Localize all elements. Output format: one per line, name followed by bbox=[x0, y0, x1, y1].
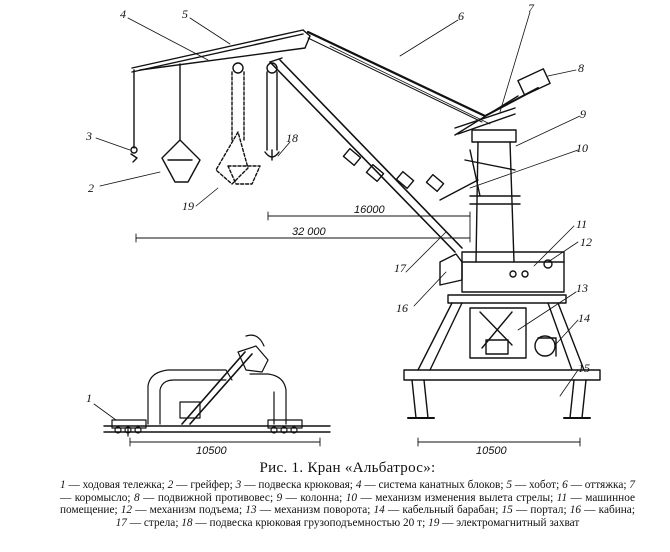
legend-entry-4 bbox=[356, 479, 501, 491]
legend-entry-8 bbox=[134, 492, 270, 504]
legend-entry-9 bbox=[277, 492, 340, 504]
callout-15: 15 bbox=[578, 361, 590, 375]
legend-number: 12 bbox=[120, 504, 133, 517]
callout-11: 11 bbox=[576, 217, 588, 231]
legend-entry-12 bbox=[121, 504, 239, 516]
legend-text: — оттяжка bbox=[567, 479, 624, 491]
legend-number: 11 bbox=[556, 491, 568, 504]
callout-4: 4 bbox=[120, 7, 126, 21]
legend-text: — хобот bbox=[511, 479, 557, 491]
legend-text: — портал bbox=[512, 504, 564, 517]
callout-6: 6 bbox=[458, 9, 464, 23]
stay bbox=[308, 32, 490, 124]
legend-text: — колонна bbox=[282, 491, 340, 504]
legend-entry-13 bbox=[245, 504, 367, 516]
dimension-labels bbox=[196, 204, 507, 457]
legend-number: 10 bbox=[345, 491, 358, 504]
hoist-gear bbox=[131, 63, 279, 184]
callout-10: 10 bbox=[576, 141, 588, 155]
legend-entry-19 bbox=[428, 517, 579, 529]
legend-text: — кабина bbox=[581, 504, 632, 517]
legend-number: 17 bbox=[115, 516, 127, 529]
column bbox=[440, 130, 520, 262]
legend-entry-16 bbox=[570, 504, 632, 516]
legend-entry-15 bbox=[502, 504, 564, 516]
callout-5: 5 bbox=[182, 7, 188, 21]
legend-number: 3 bbox=[235, 479, 242, 491]
legend-entry-17 bbox=[116, 517, 176, 529]
legend-number: 5 bbox=[506, 479, 512, 491]
callout-13: 13 bbox=[576, 281, 588, 295]
legend-entry-5 bbox=[506, 479, 556, 491]
legend-number: 14 bbox=[373, 504, 385, 517]
legend-number: 1 bbox=[60, 479, 66, 491]
callout-9: 9 bbox=[580, 107, 586, 121]
callout-18: 18 bbox=[286, 131, 298, 145]
legend-number: 18 bbox=[181, 516, 193, 529]
legend-text: — ходовая тележка bbox=[65, 479, 162, 491]
legend-text: — кабельный барабан bbox=[384, 504, 496, 517]
callout-2: 2 bbox=[88, 181, 94, 195]
legend-number: 7 bbox=[629, 479, 636, 491]
callout-19: 19 bbox=[182, 199, 194, 213]
legend-text: — механизм изменения вылета стрелы bbox=[357, 491, 551, 504]
legend-entry-3 bbox=[236, 479, 350, 491]
legend-number: 2 bbox=[167, 479, 174, 491]
legend-text: — подвеска крюковая грузоподъемностью 20 т bbox=[192, 516, 423, 529]
legend-number: 19 bbox=[428, 516, 440, 529]
callout-3: 3 bbox=[86, 129, 92, 143]
callout-14: 14 bbox=[578, 311, 590, 325]
legend-number: 8 bbox=[134, 491, 140, 504]
boom bbox=[270, 58, 462, 252]
callout-16: 16 bbox=[396, 301, 408, 315]
legend-entry-1 bbox=[60, 479, 162, 491]
side-view bbox=[104, 335, 330, 436]
legend-text: — коромысло bbox=[60, 491, 128, 504]
rocker bbox=[455, 69, 550, 135]
dim-outreach-max: 32 000 bbox=[292, 226, 326, 238]
legend-number: 13 bbox=[245, 504, 257, 517]
legend-text: — стрела bbox=[126, 516, 176, 529]
legend-text: — механизм подъема bbox=[132, 504, 239, 517]
legend-entry-2 bbox=[168, 479, 230, 491]
legend-number: 9 bbox=[276, 491, 283, 504]
machine-room bbox=[440, 252, 564, 292]
trunk bbox=[132, 30, 310, 72]
legend-number: 16 bbox=[569, 504, 582, 517]
legend-text: — машинное помещение bbox=[60, 491, 635, 517]
legend-text: — электромагнитный захват bbox=[439, 516, 580, 529]
portal bbox=[404, 295, 600, 418]
legend-entry-10 bbox=[346, 492, 550, 504]
callout-1: 1 bbox=[86, 391, 92, 405]
legend-text: — система канатных блоков bbox=[361, 479, 501, 491]
callout-17: 17 bbox=[394, 261, 406, 275]
legend-text: — механизм поворота bbox=[256, 504, 368, 517]
legend-entry-18 bbox=[181, 517, 422, 529]
legend-text: — грейфер bbox=[173, 479, 230, 491]
dim-outreach-min: 16000 bbox=[354, 204, 385, 216]
legend-text: — подвижной противовес bbox=[139, 491, 270, 504]
legend-number: 4 bbox=[355, 479, 362, 491]
figure-legend: 1 — ходовая тележка; 2 — грейфер; 3 — подвеска крюковая; 4 — система канатных блоков; 5 — хобот; 6 — оттяжка; 7 — коромысло; 8 — подвижной противовес; 9 — колонна; 10 — механизм изменения вылета стрелы; 11 — машинное помещение; 12 — механизм подъема; 13 — механизм поворота; 14 — кабельный барабан; 15 — портал; 16 — кабина; 17 — стрела; 18 — подвеска крюковая грузоподъемностью 20 т; 19 — электромагнитный захват bbox=[60, 479, 636, 529]
figure-title: Рис. 1. Кран «Альбатрос»: bbox=[259, 460, 436, 476]
legend-text: — подвеска крюковая bbox=[241, 479, 350, 491]
legend-entry-6 bbox=[562, 479, 623, 491]
callout-7: 7 bbox=[528, 1, 534, 15]
legend-number: 15 bbox=[501, 504, 513, 517]
legend-number: 6 bbox=[562, 479, 568, 491]
dim-track-left: 10500 bbox=[196, 445, 227, 457]
dimension-lines bbox=[130, 212, 580, 446]
dim-track-right: 10500 bbox=[476, 445, 507, 457]
callout-12: 12 bbox=[580, 235, 592, 249]
figure-caption bbox=[60, 460, 635, 529]
callout-8: 8 bbox=[578, 61, 584, 75]
legend-entry-14 bbox=[374, 504, 496, 516]
